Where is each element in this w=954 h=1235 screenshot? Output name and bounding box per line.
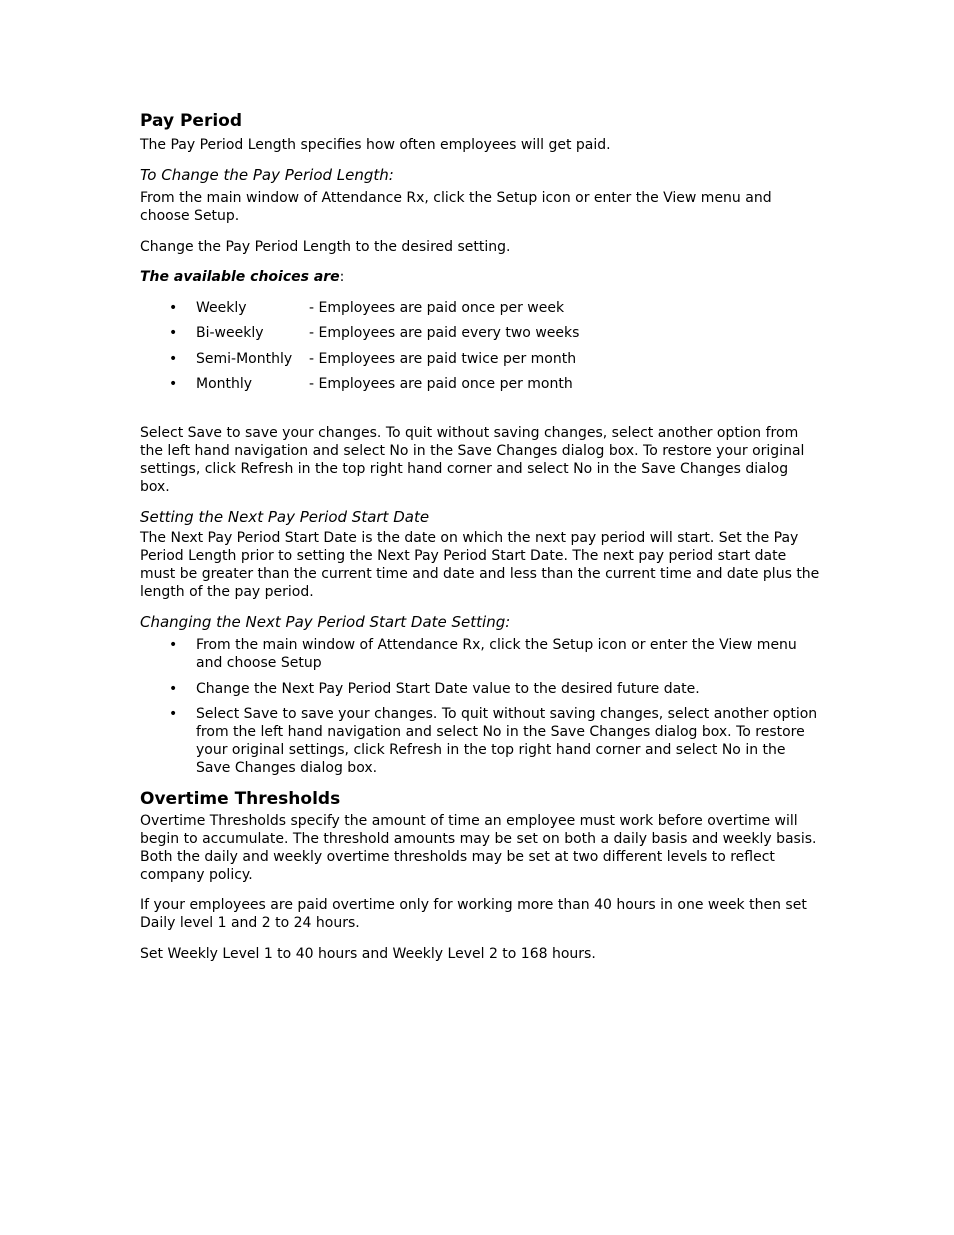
overtime-text-3: Set Weekly Level 1 to 40 hours and Weekly Level 2 to 168 hours.	[140, 946, 596, 962]
change-pay-period-step2: Change the Pay Period Length to the desired setting.	[140, 239, 511, 255]
bullet-icon: •	[169, 376, 178, 392]
choices-label-colon: :	[339, 269, 345, 285]
list-item	[140, 324, 820, 342]
bullet-icon: •	[169, 706, 178, 722]
change-next-start-heading: Changing the Next Pay Period Start Date Setting:	[140, 613, 511, 631]
list-item	[140, 375, 820, 393]
change-pay-period-step1: From the main window of Attendance Rx, click the Setup icon or enter the View menu and choose Setup.	[140, 190, 772, 224]
bullet-icon: •	[169, 637, 178, 653]
step-text: From the main window of Attendance Rx, click the Setup icon or enter the View menu and choose Setup	[196, 637, 797, 671]
save-instructions: Select Save to save your changes. To quit without saving changes, select another option from the left hand navigation and select No in the Save Changes dialog box. To restore your original settings, click Refresh in the top right hand corner and select No in the Save Changes dialog box.	[140, 425, 805, 495]
choice-name: Bi-weekly	[196, 325, 264, 341]
choices-list	[140, 299, 820, 393]
overtime-text-1: Overtime Thresholds specify the amount of time an employee must work before overtime will begin to accumulate. The threshold amounts may be set on both a daily basis and weekly basis. Both the daily and weekly overtime thresholds may be set at two different levels to reflect company policy.	[140, 813, 817, 883]
step-text: Select Save to save your changes. To quit without saving changes, select another option from the left hand navigation and select No in the Save Changes dialog box. To restore your original settings, click Refresh in the top right hand corner and select No in the Save Changes dialog box.	[196, 706, 818, 776]
overtime-text-2: If your employees are paid overtime only for working more than 40 hours in one week then set Daily level 1 and 2 to 24 hours.	[140, 897, 807, 931]
choice-desc: - Employees are paid once per week	[309, 300, 565, 316]
overtime-heading: Overtime Thresholds	[140, 789, 341, 809]
bullet-icon: •	[169, 681, 178, 697]
choices-label	[140, 268, 820, 286]
list-item	[140, 299, 820, 317]
bullet-icon: •	[169, 351, 178, 367]
next-start-heading: Setting the Next Pay Period Start Date	[140, 508, 430, 526]
step-text: Change the Next Pay Period Start Date value to the desired future date.	[196, 681, 700, 697]
list-item	[140, 680, 820, 698]
choice-name: Weekly	[196, 300, 247, 316]
choice-desc: - Employees are paid once per month	[309, 376, 573, 392]
document-page	[140, 110, 820, 963]
choice-name: Semi-Monthly	[196, 351, 293, 367]
next-start-steps	[140, 636, 820, 777]
next-start-text: The Next Pay Period Start Date is the date on which the next pay period will start. Set the Pay Period Length prior to setting the Next Pay Period Start Date. The next pay period start date must be greater than the current time and date and less than the current time and date plus the length of the pay period.	[140, 530, 820, 600]
choice-name: Monthly	[196, 376, 253, 392]
pay-period-intro: The Pay Period Length specifies how often employees will get paid.	[140, 137, 611, 153]
change-pay-period-heading: To Change the Pay Period Length:	[140, 166, 394, 184]
list-item	[140, 350, 820, 368]
pay-period-heading: Pay Period	[140, 111, 242, 131]
bullet-icon: •	[169, 325, 178, 341]
list-item	[140, 705, 820, 777]
choice-desc: - Employees are paid every two weeks	[309, 325, 580, 341]
list-item	[140, 636, 820, 672]
choices-label-text: The available choices are	[140, 269, 340, 285]
bullet-icon: •	[169, 300, 178, 316]
choice-desc: - Employees are paid twice per month	[309, 351, 577, 367]
